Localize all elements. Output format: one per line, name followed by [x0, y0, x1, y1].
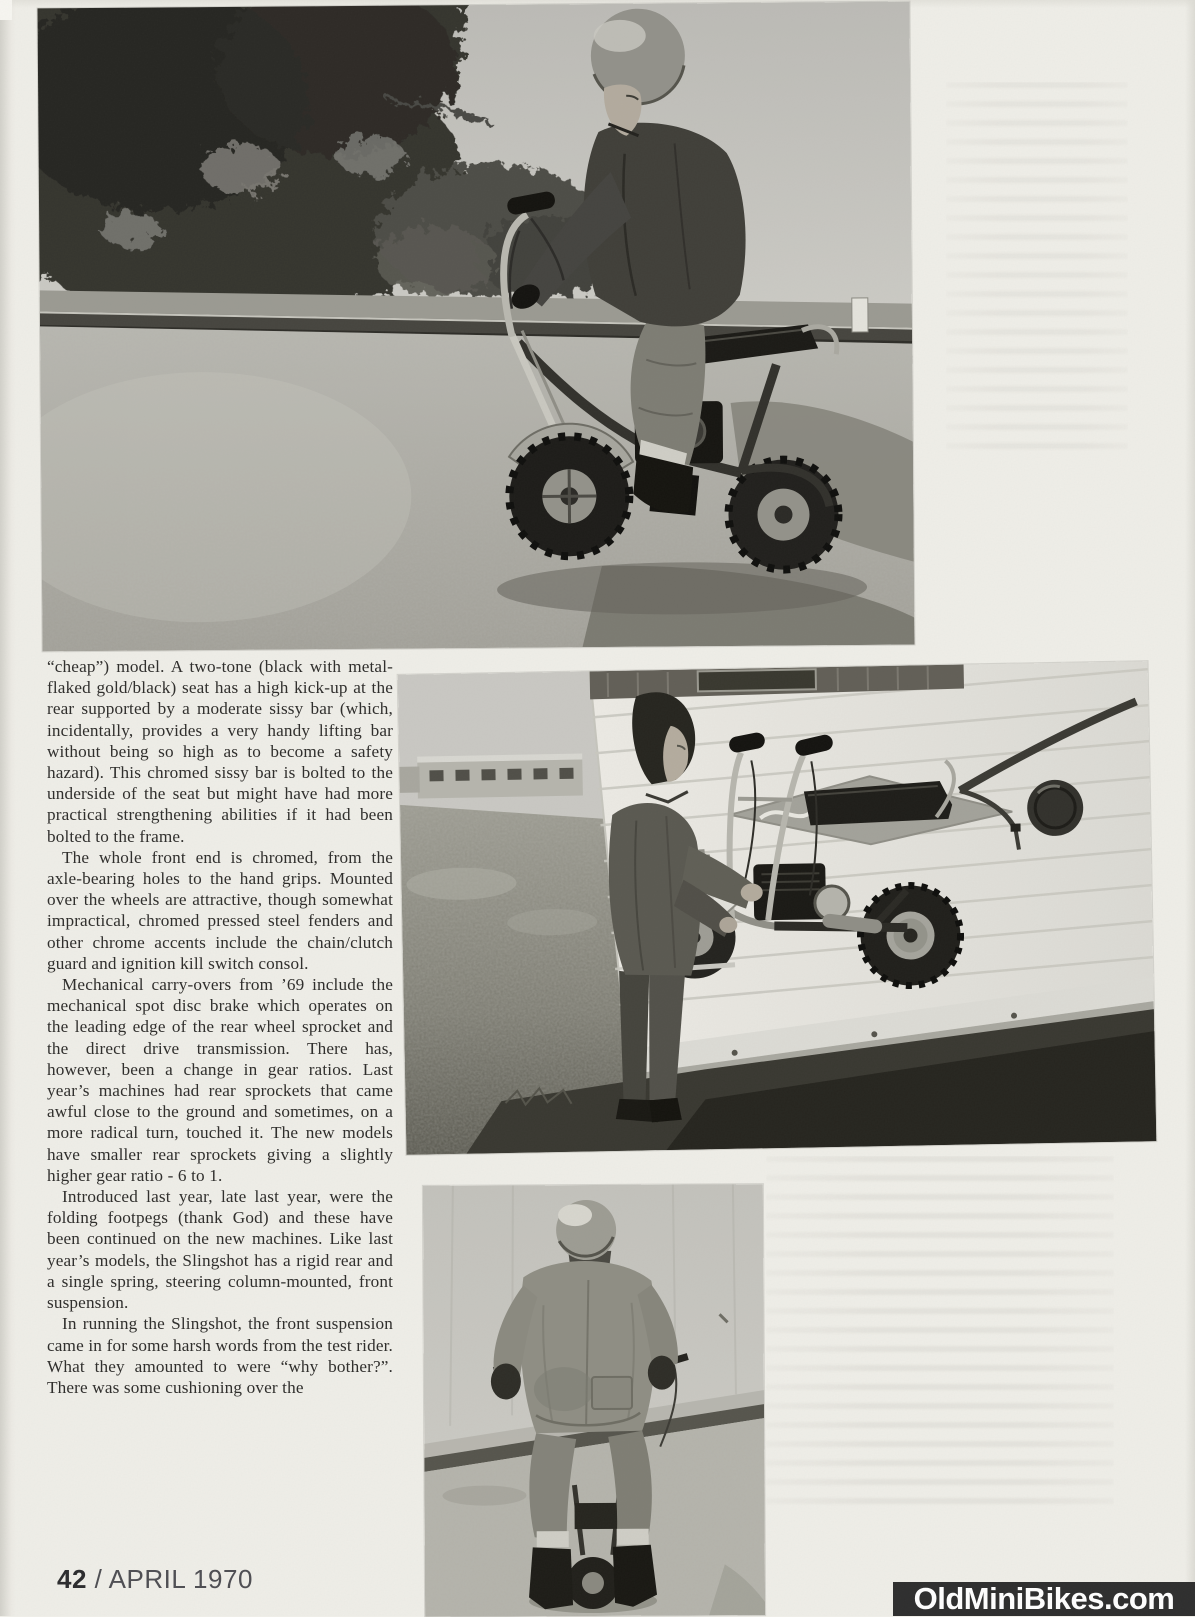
distant-building	[399, 754, 583, 799]
photo-top-scene	[37, 2, 914, 652]
white-post	[852, 298, 868, 332]
issue-date: / APRIL 1970	[87, 1564, 253, 1594]
scan-corner-notch	[0, 0, 12, 20]
page-footer	[57, 1564, 253, 1595]
page-left-gutter-shadow	[0, 0, 16, 1616]
page-number: 42	[57, 1564, 87, 1594]
showthrough-text-ghost-top	[946, 82, 1128, 460]
photo-minibike-riding-gravel	[37, 2, 914, 652]
article-paragraph: Introduced last year, late last year, were the folding footpegs (thank God) and these have been continued on the new machines. Like last year’s models, the Slingshot has a rigid rear and a single spring, steering column-mounted, front suspension.	[47, 1186, 393, 1313]
trailer-window	[698, 669, 816, 691]
article-text-column	[47, 656, 393, 1398]
page-right-edge-shadow	[1185, 0, 1195, 1616]
watermark-oldminibikes: OldMiniBikes.com	[893, 1582, 1195, 1616]
photo-middle-scene	[398, 661, 1157, 1155]
article-paragraph: The whole front end is chromed, from the axle-bearing holes to the hand grips. Mounted over the wheels are attractive, though somewhat impractical, chromed pressed steel fenders and other chrome accents include the chain/clutch guard and ignition kill switch consol.	[47, 847, 393, 974]
photo-bottom-scene	[423, 1184, 765, 1617]
showthrough-text-ghost-bottom	[766, 1156, 1114, 1514]
article-paragraph: In running the Slingshot, the front suspension came in for some harsh words from the test rider. What they amounted to were “why bother?”. There was some cushioning over the	[47, 1313, 393, 1398]
article-paragraph: “cheap”) model. A two-tone (black with metal-flaked gold/black) seat has a high kick-up at the rear supported by a moderate sissy bar (which, incidentally, provides a very handy lifting bar without being so high as to become a safety hazard). This chromed sissy bar is bolted to the underside of the seat but might have had more practical strengthening abilities if it had been bolted to the frame.	[47, 656, 393, 847]
photo-minibike-on-trailer	[398, 661, 1157, 1155]
photo-minibike-rear-view	[423, 1184, 765, 1617]
article-paragraph: Mechanical carry-overs from ’69 include the mechanical spot disc brake which operates on the leading edge of the rear wheel sprocket and the direct drive transmission. There has, however, been a change in gear ratios. Last year’s machines had rear sprockets that came awful close to the ground and sometimes, on a more radical turn, touched it. The new models have smaller rear sprockets giving a slightly higher gear ratio - 6 to 1.	[47, 974, 393, 1186]
